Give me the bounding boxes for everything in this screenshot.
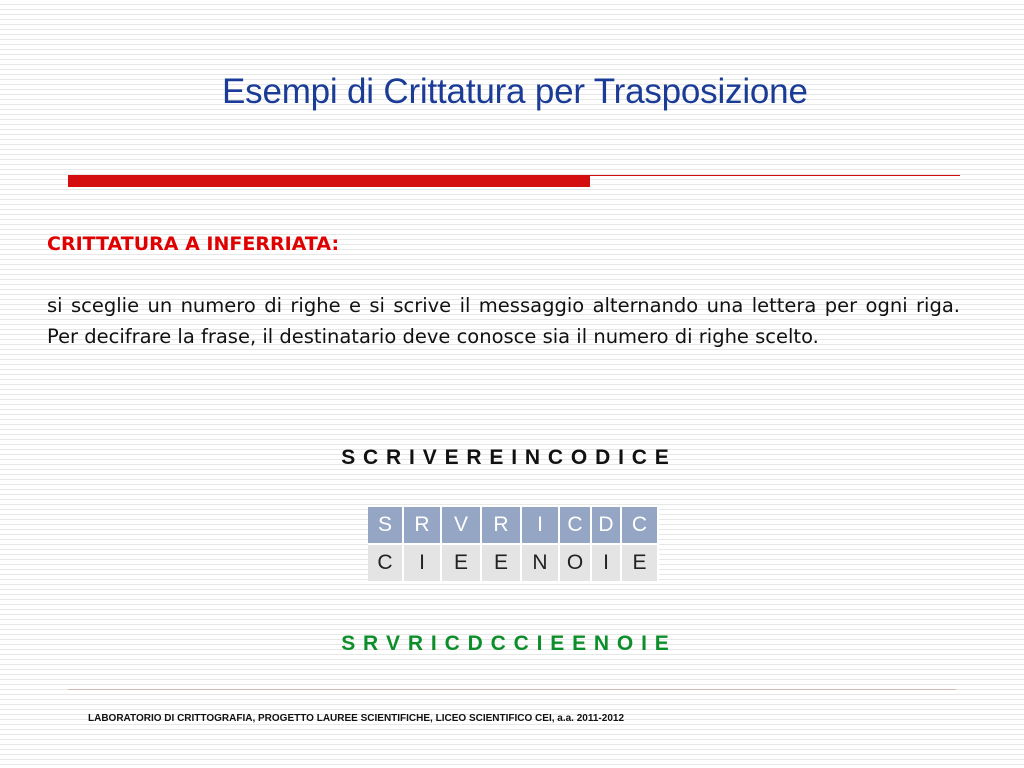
grid-cell: C: [560, 507, 592, 545]
grid-cell: V: [442, 507, 482, 545]
grid-cell: E: [442, 545, 482, 583]
grid-cell: D: [592, 507, 622, 545]
grid-cell: E: [482, 545, 522, 583]
grid-cell: O: [560, 545, 592, 583]
rail-fence-grid: [368, 507, 659, 583]
grid-cell: C: [368, 545, 404, 583]
footer-divider: [68, 689, 956, 690]
grid-cell: S: [368, 507, 404, 545]
slide-title: Esempi di Crittatura per Trasposizione: [222, 72, 808, 111]
ciphertext-message: S R V R I C D C C I E E N O I E: [341, 632, 669, 655]
section-heading: CRITTATURA A INFERRIATA:: [47, 233, 340, 255]
grid-cell: I: [404, 545, 442, 583]
grid-cell: E: [622, 545, 659, 583]
title-divider-thin: [590, 175, 960, 176]
description-text: si sceglie un numero di righe e si scrive il messaggio alternando una lettera per ogni riga. Per decifrare la frase, il destinatario deve conosce sia il numero di righe scelto.: [47, 294, 960, 348]
grid-cell: R: [482, 507, 522, 545]
grid-row-2: [368, 545, 659, 583]
grid-cell: R: [404, 507, 442, 545]
title-divider-thick: [68, 175, 590, 187]
grid-cell: I: [592, 545, 622, 583]
grid-cell: I: [522, 507, 560, 545]
grid-row-1: [368, 507, 659, 545]
plaintext-message: S C R I V E R E I N C O D I C E: [341, 446, 669, 469]
grid-cell: C: [622, 507, 659, 545]
grid-cell: N: [522, 545, 560, 583]
footer-text: LABORATORIO DI CRITTOGRAFIA, PROGETTO LAUREE SCIENTIFICHE, LICEO SCIENTIFICO CEI, a.a. 2011-2012: [88, 713, 625, 724]
